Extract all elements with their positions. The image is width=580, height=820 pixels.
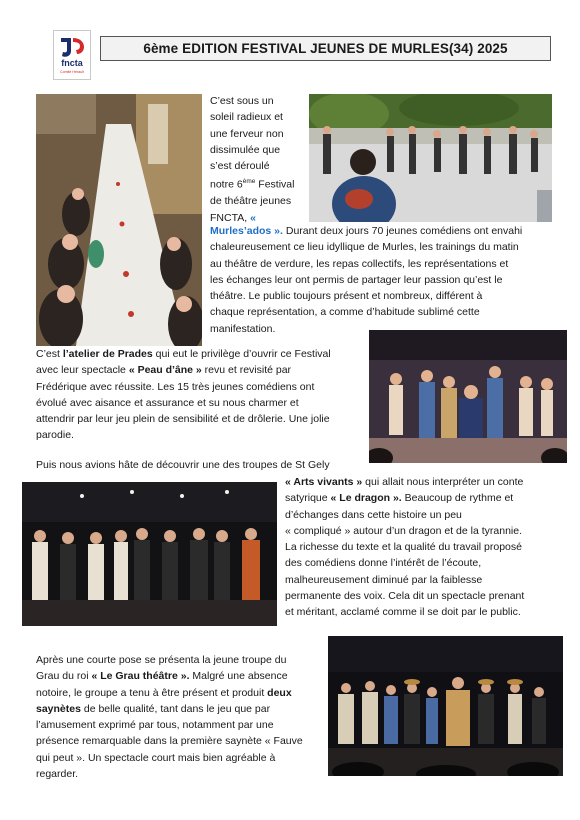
grau-line: saynètes de belle qualité, tant dans le jeu que par [36,702,271,715]
intro-line: FNCTA, « [210,211,256,224]
stgely-line: La richesse du texte et la qualité du travail proposé [285,541,522,554]
stgely-line: et méritant, acclamé comme il se doit par le public. [285,606,521,619]
intro-line: dissimulée que [210,143,281,156]
photo-le-grau-theatre [328,636,563,776]
prades-line: parodie. [36,429,74,442]
prades-line: évolué avec aisance et assurance et su nous charmer et [36,396,299,409]
prades-line: Frédérique avec réussite. Les 15 très jeunes comédiens ont [36,380,315,393]
page-title: 6ème EDITION FESTIVAL JEUNES DE MURLES(34) 2025 [100,36,551,61]
prades-line: avec leur spectacle « Peau d’âne » revu et revisité par [36,364,292,377]
photo-peau-dane [369,330,567,463]
stgely-line: satyrique « Le dragon ». Beaucoup de rythme et [285,492,514,505]
photo-banquet [36,94,202,346]
grau-line: qui peut ». Un spectacle court mais bien agréable à [36,751,276,764]
intro-line: notre 6ème Festival [210,178,295,191]
intro-line: une ferveur non [210,127,284,140]
logo-text: fncta [61,58,83,68]
stgely-line: des comédiens donne l’intérêt de l’écoute, [285,557,482,570]
grau-line: notoire, le groupe a tenu à être présent et produit deux [36,686,292,699]
prades-paragraph [36,346,331,444]
intro-line: manifestation. [210,322,276,335]
intro-line: théâtre. Le public toujours présent et nombreux, différent à [210,290,483,303]
stgely-line: permanente des voix. Cela dit un spectacle prenant [285,590,525,603]
grau-line: Grau du roi « Le Grau théâtre ». Malgré une absence [36,670,288,683]
fncta-logo-mark [54,31,90,79]
stgely-line: malheureusement diminué par la faiblesse [285,573,483,586]
prades-line: attendrir par leur jeu plein de sensibilité et de drôlerie. Une jolie [36,413,330,426]
grau-paragraph [36,652,303,782]
intro-wide [210,223,522,337]
prades-line: C’est l’atelier de Prades qui eut le privilège d’ouvrir ce Festival [36,348,331,360]
stgely-line: « compliqué » autour d’un dragon et de la tyrannie. [285,524,522,537]
grau-line: regarder. [36,768,79,781]
intro-line: Murles’ados ». Durant deux jours 70 jeunes comédiens ont envahi [210,225,523,237]
stgely-line: d’échanges dans cette histoire un peu [285,508,462,521]
intro-line: de théâtre jeunes [210,195,292,208]
intro-line: les échanges leur ont permis de partager leur passion qu’est le [210,273,503,286]
grau-line: présence remarquable dans la première saynète « Fauve [36,735,303,748]
intro-line: soleil radieux et [210,111,283,124]
grau-line: Après une courte pose se présenta la jeune troupe du [36,654,287,666]
intro-line: chaleureusement ce lieu idyllique de Murles, les trainings du matin [210,241,519,254]
grau-line: l’amusement exprimé par tous, notamment par une [36,719,274,732]
photo-outdoor-training [309,94,552,222]
stgely-line: « Arts vivants » qui allait nous interpréter un conte [285,476,524,488]
stgely-paragraph [285,474,524,621]
intro-narrow [210,93,294,226]
logo-subtext: Comité Hérault [60,70,84,74]
intro-line: au théâtre de verdure, les repas collectifs, les représentations et [210,257,509,270]
fncta-logo [53,30,91,80]
intro-line: chaque représentation, a comme d’habitude sublimé cette [210,306,480,319]
photo-le-dragon [22,482,277,626]
intro-line: s’est déroulé [210,160,270,173]
intro-line: C’est sous un [210,95,274,107]
stgely-intro: Puis nous avions hâte de découvrir une des troupes de St Gely [36,459,330,471]
